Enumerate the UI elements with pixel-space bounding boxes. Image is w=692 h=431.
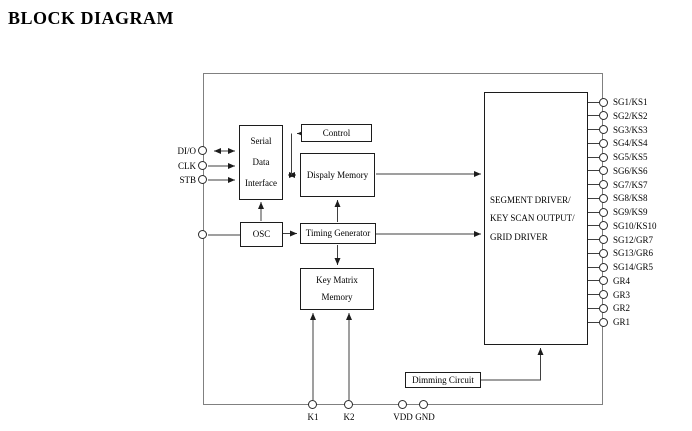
- right-pin-row: [588, 317, 692, 327]
- block-label: KEY SCAN OUTPUT/: [490, 213, 575, 224]
- pin-label-dio: DI/O: [177, 146, 196, 156]
- pin-wire: [588, 157, 599, 158]
- pin-circle-k1: [308, 400, 317, 409]
- block-label: OSC: [252, 229, 271, 239]
- pin-label-vdd: VDD: [393, 412, 413, 422]
- pin-label-gnd: GND: [415, 412, 435, 422]
- pin-circle: [599, 221, 608, 230]
- pin-label: GR4: [613, 275, 631, 286]
- pin-wire: [588, 294, 599, 295]
- pin-circle: [599, 235, 608, 244]
- right-pin-row: [588, 180, 692, 190]
- block-label: GRID DRIVER: [490, 231, 548, 242]
- pin-circle-k2: [344, 400, 353, 409]
- block-key-matrix-memory: [300, 268, 374, 310]
- block-label: Control: [322, 127, 351, 138]
- pin-label-k2: K2: [343, 412, 355, 422]
- pin-label: GR2: [613, 303, 631, 314]
- pin-label: SG8/KS8: [613, 193, 648, 204]
- block-dimming-circuit: [405, 372, 481, 388]
- block-timing-generator: [300, 223, 376, 244]
- pin-circle: [599, 98, 608, 107]
- block-label: Timing Generator: [305, 228, 371, 238]
- pin-label: SG6/KS6: [613, 165, 648, 176]
- pin-label: GR1: [613, 317, 631, 327]
- right-pin-row: [588, 303, 692, 313]
- pin-label: SG12/GR7: [613, 234, 654, 245]
- pin-circle: [599, 290, 608, 299]
- pin-circle: [599, 153, 608, 162]
- right-pin-row: [588, 138, 692, 148]
- pin-circle: [599, 194, 608, 203]
- pin-label: SG1/KS1: [613, 97, 648, 107]
- pin-label: SG5/KS5: [613, 152, 648, 162]
- pin-label: SG14/GR5: [613, 262, 654, 272]
- pin-circle: [599, 208, 608, 217]
- pin-label-clk: CLK: [178, 161, 196, 171]
- block-label: Memory: [321, 292, 353, 302]
- block-label: Dispaly Memory: [306, 169, 369, 180]
- pin-circle: [599, 318, 608, 327]
- pin-circle-osc: [198, 230, 207, 239]
- pin-wire: [588, 129, 599, 130]
- pin-wire: [588, 253, 599, 254]
- right-pin-row: [588, 125, 692, 135]
- pin-wire: [588, 170, 599, 171]
- right-pin-row: [588, 193, 692, 203]
- right-pin-row: [588, 262, 692, 272]
- pin-circle-clk: [198, 161, 207, 170]
- pin-circle: [599, 125, 608, 134]
- right-pin-row: [588, 290, 692, 300]
- pin-label: GR3: [613, 289, 631, 300]
- pin-wire: [588, 308, 599, 309]
- pin-label: SG10/KS10: [613, 220, 657, 231]
- pin-label: SG13/GR6: [613, 248, 654, 259]
- pin-circle: [599, 276, 608, 285]
- block-osc: [240, 222, 283, 247]
- block-label: SEGMENT DRIVER/: [490, 194, 571, 205]
- pin-wire: [588, 225, 599, 226]
- wire-dimming-sd: [481, 348, 541, 380]
- right-pin-row: [588, 152, 692, 162]
- right-pin-row: [588, 97, 692, 107]
- pin-circle: [599, 180, 608, 189]
- pin-wire: [588, 212, 599, 213]
- pin-circle-gnd: [419, 400, 428, 409]
- pin-label: SG4/KS4: [613, 138, 648, 149]
- pin-wire: [588, 102, 599, 103]
- pin-label: SG3/KS3: [613, 124, 648, 135]
- right-pin-row: [588, 248, 692, 258]
- pin-circle: [599, 166, 608, 175]
- pin-label: SG9/KS9: [613, 207, 648, 217]
- pin-circle-dio: [198, 146, 207, 155]
- right-pin-row: [588, 207, 692, 217]
- pin-wire: [588, 280, 599, 281]
- pin-wire: [588, 143, 599, 144]
- right-pin-row: [588, 276, 692, 286]
- pin-label: SG7/KS7: [613, 179, 648, 190]
- pin-wire: [588, 198, 599, 199]
- pin-label-k1: K1: [307, 412, 319, 422]
- right-pin-row: [588, 166, 692, 176]
- right-pin-row: [588, 235, 692, 245]
- pin-wire: [588, 115, 599, 116]
- pin-circle: [599, 111, 608, 120]
- pin-circle-stb: [198, 175, 207, 184]
- right-pin-row: [588, 111, 692, 121]
- block-label: Key Matrix: [316, 275, 358, 285]
- block-display-memory: [300, 153, 375, 197]
- block-label: Data: [252, 157, 270, 167]
- block-segment-driver: [484, 92, 588, 345]
- page-title: BLOCK DIAGRAM: [8, 8, 175, 28]
- pin-label-stb: STB: [179, 175, 196, 185]
- pin-circle: [599, 139, 608, 148]
- block-control: [301, 124, 372, 142]
- pin-label: SG2/KS2: [613, 110, 648, 121]
- block-label: Dimming Circuit: [412, 374, 474, 385]
- pin-circle-vdd: [398, 400, 407, 409]
- pin-circle: [599, 249, 608, 258]
- pin-wire: [588, 184, 599, 185]
- pin-circle: [599, 263, 608, 272]
- block-label: Interface: [245, 178, 277, 188]
- block-label: Serial: [250, 136, 272, 146]
- pin-wire: [588, 267, 599, 268]
- pin-wire: [588, 322, 599, 323]
- pin-wire: [588, 239, 599, 240]
- right-pin-row: [588, 221, 692, 231]
- block-serial-data-interface: [239, 125, 283, 200]
- pin-circle: [599, 304, 608, 313]
